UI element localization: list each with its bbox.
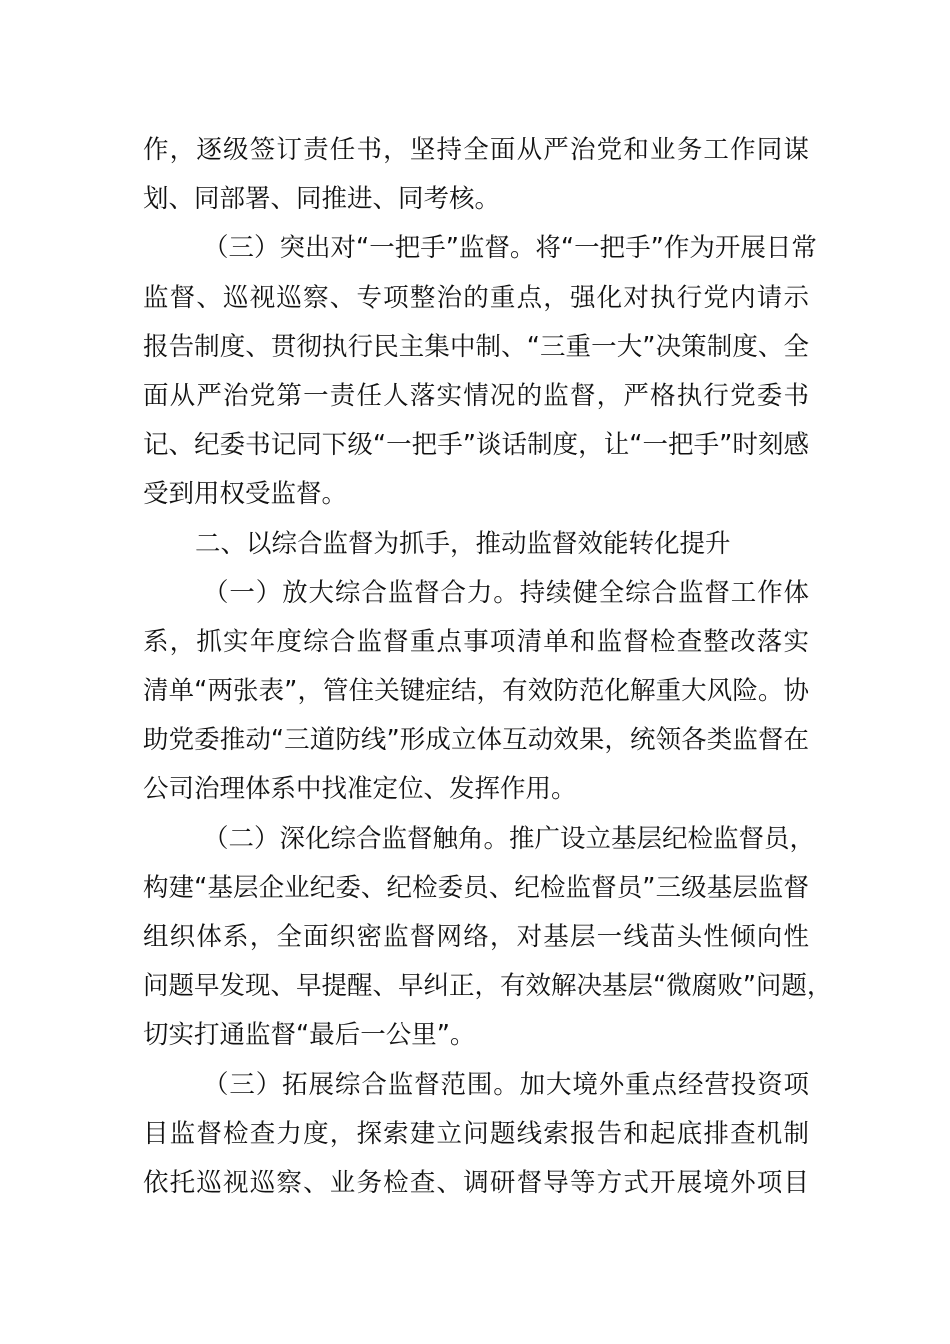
- text-line: 报告制度、贯彻执行民主集中制、“三重一大”决策制度、全: [143, 331, 809, 362]
- document-body: [143, 126, 833, 1208]
- text-line: 记、纪委书记同下级“一把手”谈话制度，让“一把手”时刻感: [143, 430, 809, 461]
- text-line: 划、同部署、同推进、同考核。: [143, 184, 501, 215]
- text-line: 依托巡视巡察、业务检查、调研督导等方式开展境外项目: [143, 1167, 809, 1198]
- text-line: 系，抓实年度综合监督重点事项清单和监督检查整改落实: [143, 626, 809, 657]
- text-line: 问题早发现、早提醒、早纠正，有效解决基层“微腐败”问题，: [143, 971, 833, 1002]
- text-line: （一）放大综合监督合力。持续健全综合监督工作体: [203, 577, 809, 608]
- text-line: （三）拓展综合监督范围。加大境外重点经营投资项: [203, 1069, 809, 1100]
- text-line: 受到用权受监督。: [143, 479, 348, 510]
- text-line: （三）突出对“一把手”监督。将“一把手”作为开展日常: [203, 233, 817, 264]
- text-line: 切实打通监督“最后一公里”。: [143, 1020, 476, 1051]
- section-heading: 二、以综合监督为抓手，推动监督效能转化提升: [195, 528, 731, 559]
- text-line: 公司治理体系中找准定位、发挥作用。: [143, 774, 577, 805]
- text-line: 作，逐级签订责任书，坚持全面从严治党和业务工作同谋: [143, 135, 809, 165]
- text-line: 助党委推动“三道防线”形成立体互动效果，统领各类监督在: [143, 725, 809, 756]
- text-line: 组织体系，全面织密监督网络，对基层一线苗头性倾向性: [143, 922, 809, 952]
- text-line: （二）深化综合监督触角。推广设立基层纪检监督员，: [203, 823, 816, 854]
- text-line: 监督、巡视巡察、专项整治的重点，强化对执行党内请示: [143, 282, 809, 313]
- text-line: 清单“两张表”，管住关键症结，有效防范化解重大风险。协: [143, 676, 809, 707]
- text-line: 目监督检查力度，探索建立问题线索报告和起底排查机制: [143, 1118, 809, 1149]
- text-line: 面从严治党第一责任人落实情况的监督，严格执行党委书: [143, 380, 809, 411]
- text-line: 构建“基层企业纪委、纪检委员、纪检监督员”三级基层监督: [143, 872, 809, 903]
